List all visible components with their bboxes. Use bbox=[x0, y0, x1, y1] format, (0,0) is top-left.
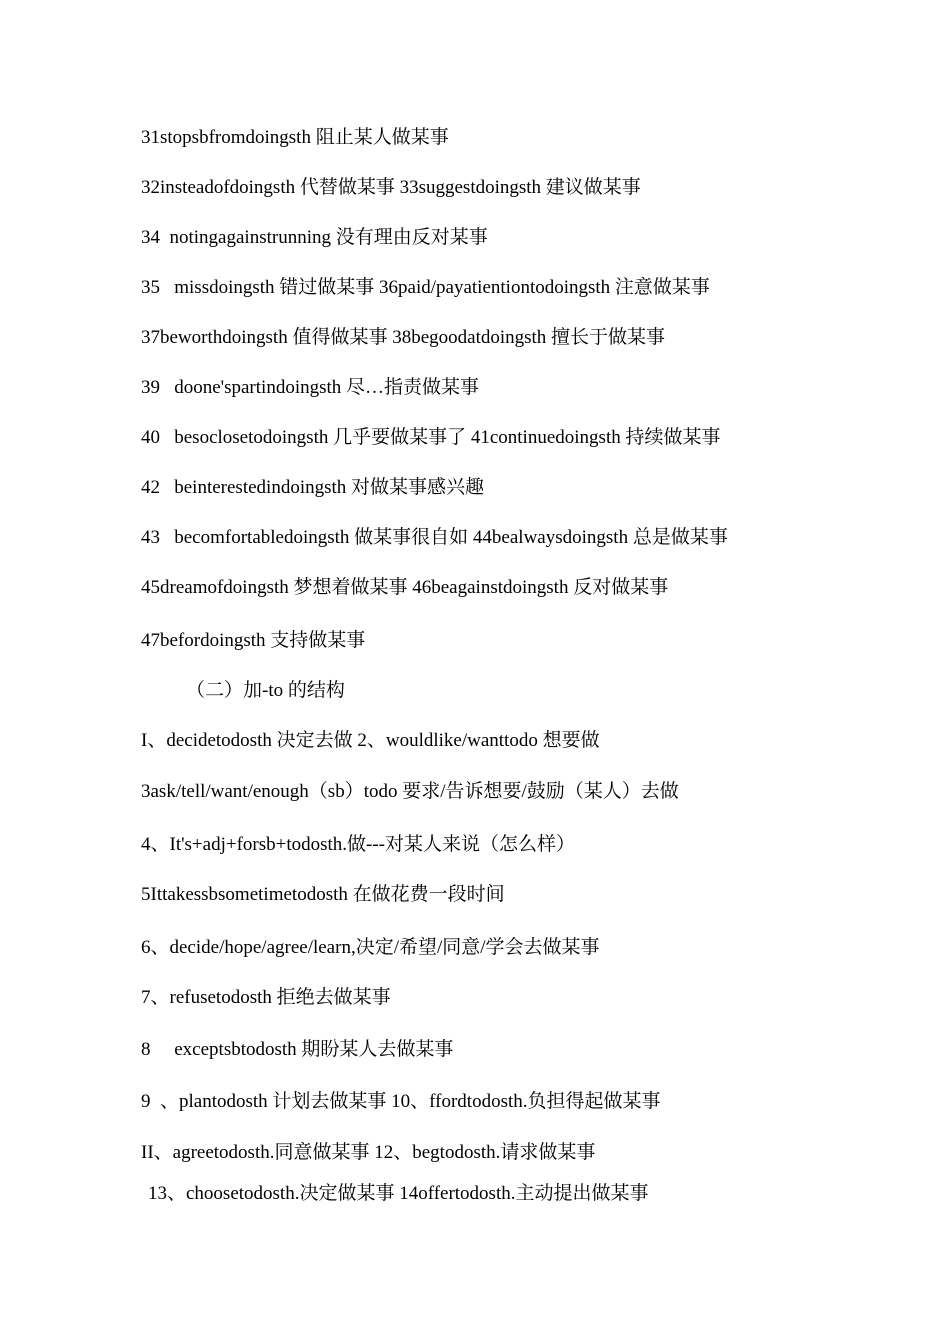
text-line: II、agreetodosth.同意做某事 12、begtodosth.请求做某事 bbox=[141, 1142, 596, 1163]
text-line: 34 notingagainstrunning 没有理由反对某事 bbox=[141, 227, 488, 248]
text-line: 39 doone'spartindoingsth 尽…指责做某事 bbox=[141, 377, 480, 398]
text-line: 31stopsbfromdoingsth 阻止某人做某事 bbox=[141, 127, 449, 148]
text-line: 8 exceptsbtodosth 期盼某人去做某事 bbox=[141, 1039, 454, 1060]
text-line: I、decidetodosth 决定去做 2、wouldlike/wanttodo 想要做 bbox=[141, 730, 600, 751]
text-line: 47befordoingsth 支持做某事 bbox=[141, 630, 366, 651]
text-line: 5Ittakessbsometimetodosth 在做花费一段时间 bbox=[141, 884, 505, 905]
text-line: 4、It's+adj+forsb+todosth.做---对某人来说（怎么样） bbox=[141, 834, 576, 855]
text-line: 45dreamofdoingsth 梦想着做某事 46beagainstdoingsth 反对做某事 bbox=[141, 577, 669, 598]
text-line: 13、choosetodosth.决定做某事 14offertodosth.主动提出做某事 bbox=[148, 1183, 649, 1204]
text-line: 37beworthdoingsth 值得做某事 38begoodatdoingsth 擅长于做某事 bbox=[141, 327, 666, 348]
text-line: 6、decide/hope/agree/learn,决定/希望/同意/学会去做某事 bbox=[141, 937, 600, 958]
text-line: 40 besoclosetodoingsth 几乎要做某事了 41continuedoingsth 持续做某事 bbox=[141, 427, 721, 448]
section-heading: （二）加-to 的结构 bbox=[186, 680, 345, 701]
text-line: 35 missdoingsth 错过做某事 36paid/payatientiontodoingsth 注意做某事 bbox=[141, 277, 710, 298]
text-line: 42 beinterestedindoingsth 对做某事感兴趣 bbox=[141, 477, 485, 498]
text-line: 9 、plantodosth 计划去做某事 10、ffordtodosth.负担得起做某事 bbox=[141, 1091, 661, 1112]
text-line: 32insteadofdoingsth 代替做某事 33suggestdoingsth 建议做某事 bbox=[141, 177, 641, 198]
text-line: 7、refusetodosth 拒绝去做某事 bbox=[141, 987, 391, 1008]
text-line: 43 becomfortabledoingsth 做某事很自如 44bealwaysdoingsth 总是做某事 bbox=[141, 527, 728, 548]
text-line: 3ask/tell/want/enough（sb）todo 要求/告诉想要/鼓励（某人）去做 bbox=[141, 781, 679, 802]
